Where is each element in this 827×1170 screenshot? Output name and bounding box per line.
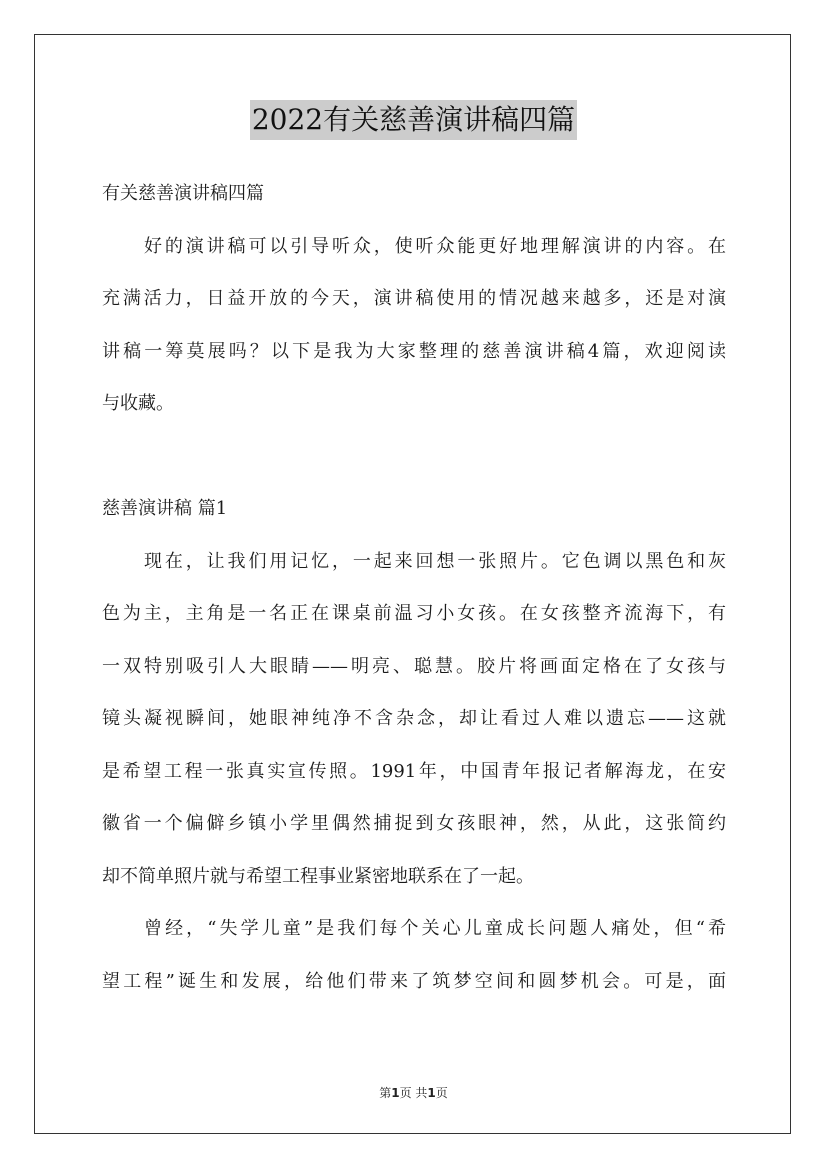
paragraph-line: 曾经，“失学儿童”是我们每个关心儿童成长问题人痛处，但“希 [144, 918, 726, 939]
document-title: 2022有关慈善演讲稿四篇 [250, 100, 577, 140]
document-subtitle: 有关慈善演讲稿四篇 [102, 183, 264, 204]
paragraph-line: 徽省一个偏僻乡镇小学里偶然捕捉到女孩眼神，然，从此，这张简约 [102, 813, 726, 834]
footer-suffix: 页 [435, 1086, 448, 1100]
paragraph-line: 是希望工程一张真实宣传照。1991年，中国青年报记者解海龙，在安 [102, 760, 726, 782]
footer-mid: 页 共 [399, 1086, 428, 1100]
footer-prefix: 第 [379, 1086, 392, 1100]
paragraph-line: 却不简单照片就与希望工程事业紧密地联系在了一起。 [102, 865, 534, 887]
paragraph-line: 色为主，主角是一名正在课桌前温习小女孩。在女孩整齐流海下，有 [102, 603, 726, 624]
intro-line: 讲稿一筹莫展吗？以下是我为大家整理的慈善演讲稿4篇，欢迎阅读 [102, 340, 726, 362]
intro-line: 好的演讲稿可以引导听众，使听众能更好地理解演讲的内容。在 [144, 235, 726, 257]
paragraph-line: 现在，让我们用记忆，一起来回想一张照片。它色调以黑色和灰 [144, 550, 726, 572]
blank-line [102, 431, 726, 484]
page-footer [0, 1084, 827, 1101]
footer-page-total: 1 [427, 1086, 436, 1100]
intro-line: 充满活力，日益开放的今天，演讲稿使用的情况越来越多，还是对演 [102, 288, 726, 309]
section-heading: 慈善演讲稿 篇1 [102, 498, 228, 519]
paragraph-line: 望工程”诞生和发展，给他们带来了筑梦空间和圆梦机会。可是，面 [102, 970, 726, 992]
intro-line: 与收藏。 [102, 393, 174, 414]
paragraph-line: 镜头凝视瞬间，她眼神纯净不含杂念，却让看过人难以遗忘——这就 [102, 708, 726, 729]
paragraph-line: 一双特别吸引人大眼睛——明亮、聪慧。胶片将画面定格在了女孩与 [102, 655, 726, 677]
title-container [0, 100, 827, 140]
footer-page-number: 1 [391, 1086, 400, 1100]
document-body [102, 168, 726, 1008]
